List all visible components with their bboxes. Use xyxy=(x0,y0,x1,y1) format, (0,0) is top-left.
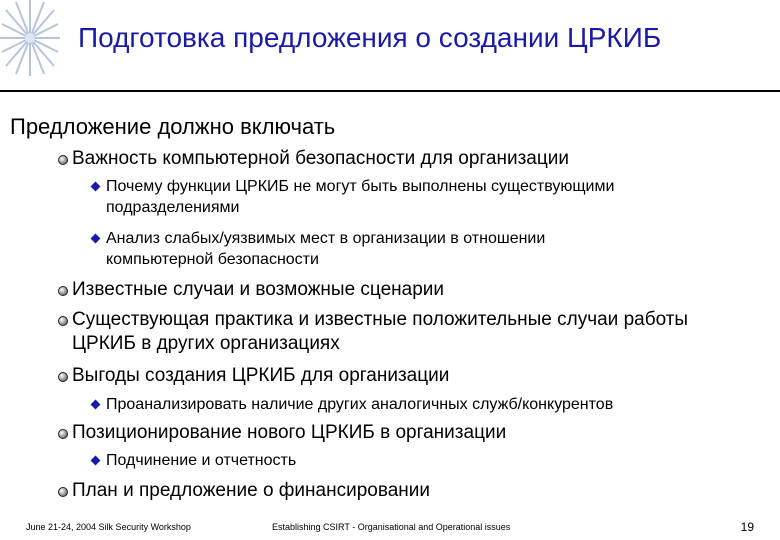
bullet-icon xyxy=(58,429,68,439)
page-number: 19 xyxy=(740,520,754,534)
bullet-icon xyxy=(58,487,68,497)
footer-event: June 21-24, 2004 Silk Security Workshop xyxy=(26,522,191,532)
sub-bullet-icon xyxy=(91,400,101,410)
bullet-icon xyxy=(58,372,68,382)
footer-title: Establishing CSIRT - Organisational and Operational issues xyxy=(272,522,511,532)
bullet-item xyxy=(72,308,772,356)
bullet-item: Выгоды создания ЦРКИБ для организации xyxy=(72,365,450,386)
sub-bullet-icon xyxy=(91,456,101,466)
bullet-item: План и предложение о финансировании xyxy=(72,480,431,501)
bullet-item: Позиционирование нового ЦРКИБ в организации xyxy=(72,422,507,443)
bullet-icon xyxy=(58,316,68,326)
bullet-item: Известные случаи и возможные сценарии xyxy=(72,279,445,300)
sub-bullet-icon xyxy=(91,234,101,244)
sub-bullet-icon xyxy=(91,182,101,192)
sub-bullet-item: Подчинение и отчетность xyxy=(106,452,297,469)
bullet-line: ЦРКИБ в других организациях xyxy=(72,333,340,354)
bullet-icon xyxy=(58,286,68,296)
sub-bullet-line: компьютерной безопасности xyxy=(106,251,319,268)
bullet-item: Важность компьютерной безопасности для организации xyxy=(72,148,569,169)
sub-bullet-line: Анализ слабых/уязвимых мест в организации в отношении xyxy=(106,230,546,247)
sub-bullet-item xyxy=(106,176,746,218)
sub-bullet-line: подразделениями xyxy=(106,199,240,216)
sub-bullet-item: Проанализировать наличие других аналогичных служб/конкурентов xyxy=(106,396,614,413)
intro-heading: Предложение должно включать xyxy=(10,114,336,139)
bullet-icon xyxy=(58,155,68,165)
sub-bullet-line: Почему функции ЦРКИБ не могут быть выполнены существующими xyxy=(106,178,615,195)
sub-bullet-item xyxy=(106,228,746,270)
slide-title: Подготовка предложения о создании ЦРКИБ xyxy=(78,22,662,53)
bullet-line: Существующая практика и известные положительные случаи работы xyxy=(72,309,689,330)
